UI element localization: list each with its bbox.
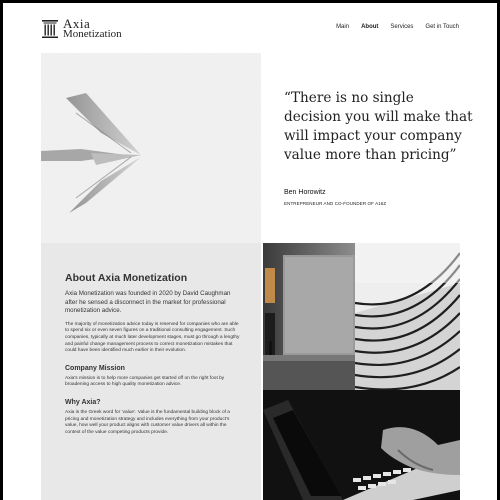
- nav-item-about[interactable]: About: [361, 24, 379, 30]
- about-title: About Axia Monetization: [65, 272, 188, 284]
- brand-logo[interactable]: [41, 17, 122, 40]
- why-body: Axia is the Greek word for ‘value’. Value is the fundamental building block of a pricing and monetization strategy and includes everything from your product’s value, how well your product aligns with customer value drivers all within the context of the value competing products provide.: [65, 409, 230, 435]
- nav-item-main[interactable]: Main: [336, 24, 350, 30]
- nav-item-services[interactable]: Services: [390, 24, 414, 30]
- why-title: Why Axia?: [65, 398, 101, 406]
- quote-author: Ben Horowitz: [284, 189, 326, 196]
- mission-title: Company Mission: [65, 364, 125, 372]
- about-panel: [41, 243, 261, 500]
- main-nav: [324, 24, 459, 30]
- building-image: [263, 243, 355, 390]
- laptop-image: [263, 390, 460, 500]
- pillar-logo-icon: [41, 19, 59, 39]
- pull-quote: “There is no single decision you will make that will impact your company value more than pricing”: [284, 90, 473, 163]
- quote-author-role: ENTREPRENEUR AND CO-FOUNDER OF A16Z: [284, 201, 387, 206]
- architecture-image: [355, 243, 460, 390]
- about-lead: Axia Monetization was founded in 2020 by David Caughman after he sensed a disconnect in the market for professional monetization advice.: [65, 290, 231, 315]
- page: [3, 3, 497, 500]
- nav-item-get-in-touch[interactable]: Get in Touch: [425, 24, 459, 30]
- brand-name: Axia: [63, 16, 91, 31]
- brand-subname: Monetization: [63, 28, 122, 40]
- brand-wordmark: [63, 17, 122, 40]
- about-body: The majority of monetization advice today is reserved for companies who are able to spend six or even seven figures on a traditional consulting engagement. Such companies, typically at much later development stages, must go through a lengthy and painful change management process to correct monetization mistakes that could have been identified much earlier in their evolution.: [65, 321, 240, 354]
- hero-arrow-image: [41, 53, 261, 243]
- mission-body: Axia's mission is to help more companies get started off on the right foot by broadening access to high quality monetization advice.: [65, 375, 225, 388]
- about-content: [65, 272, 243, 446]
